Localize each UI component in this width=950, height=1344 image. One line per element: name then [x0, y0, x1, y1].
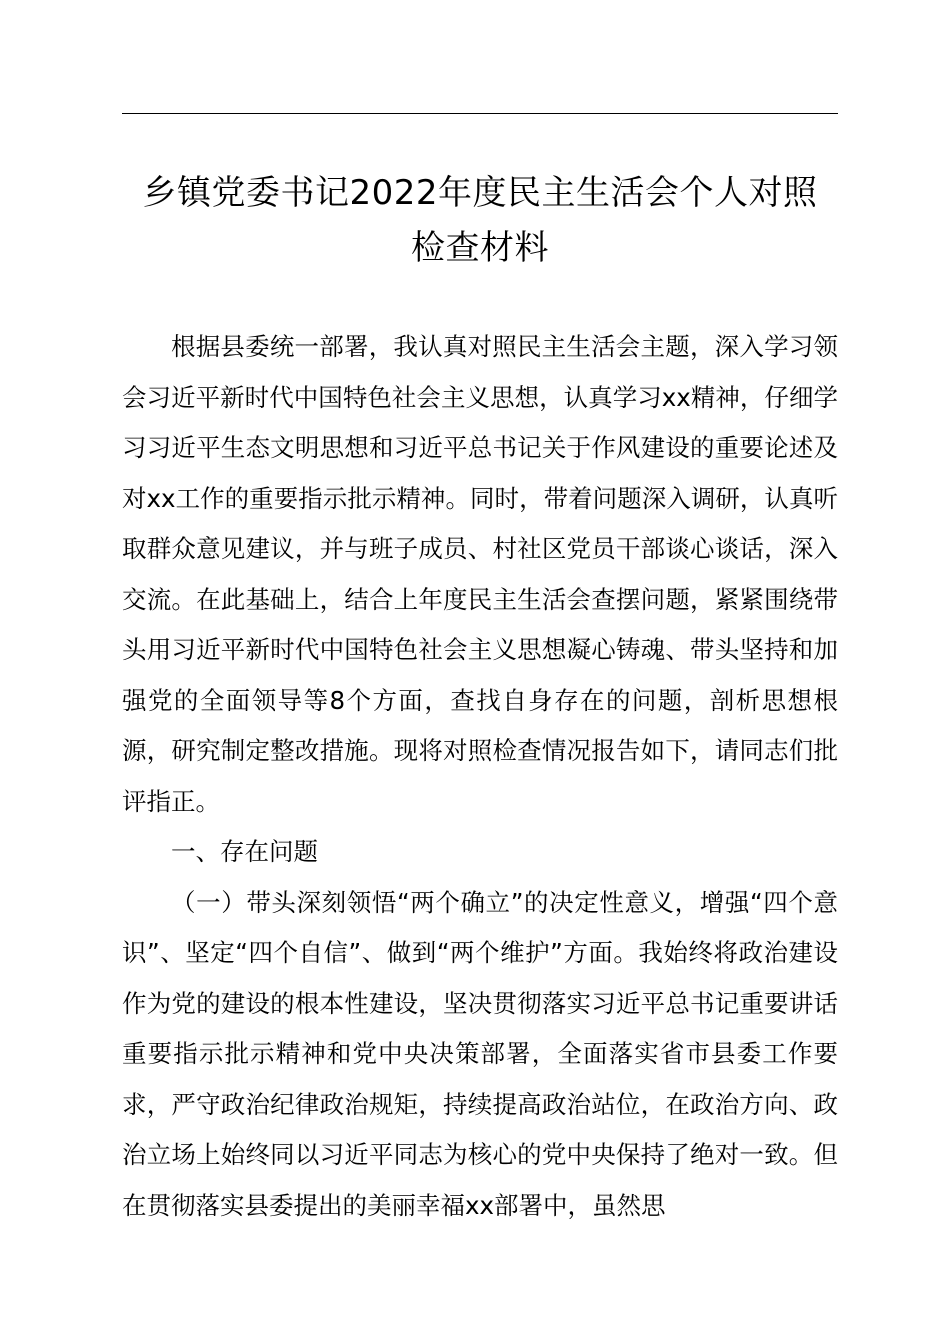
header-rule: [122, 113, 838, 114]
document-title: [122, 166, 838, 276]
section-heading: 一、存在问题: [171, 837, 318, 866]
intro-paragraph: 根据县委统一部署，我认真对照民主生活会主题，深入学习领会习近平新时代中国特色社会主义思想，认真学习xx精神，仔细学习习近平生态文明思想和习近平总书记关于作风建设的重要论述及对xx工作的重要指示批示精神。同时，带着问题深入调研，认真听取群众意见建议，并与班子成员、村社区党员干部谈心谈话，深入交流。在此基础上，结合上年度民主生活会查摆问题，紧紧围绕带头用习近平新时代中国特色社会主义思想凝心铸魂、带头坚持和加强党的全面领导等8个方面，查找自身存在的问题，剖析思想根源，研究制定整改措施。现将对照检查情况报告如下，请同志们批评指正。: [122, 332, 838, 816]
document-body: [122, 322, 838, 1231]
title-line-1: 乡镇党委书记2022年度民主生活会个人对照: [142, 173, 818, 213]
title-line-2: 检查材料: [411, 228, 549, 268]
subsection-paragraph: （一）带头深刻领悟“两个确立”的决定性意义，增强“四个意识”、坚定“四个自信”、做到“两个维护”方面。我始终将政治建设作为党的建设的根本性建设，坚决贯彻落实习近平总书记重要讲话重要指示批示精神和党中央决策部署，全面落实省市县委工作要求，严守政治纪律政治规矩，持续提高政治站位，在政治方向、政治立场上始终同以习近平同志为核心的党中央保持了绝对一致。但在贯彻落实县委提出的美丽幸福xx部署中，虽然思: [122, 887, 838, 1220]
